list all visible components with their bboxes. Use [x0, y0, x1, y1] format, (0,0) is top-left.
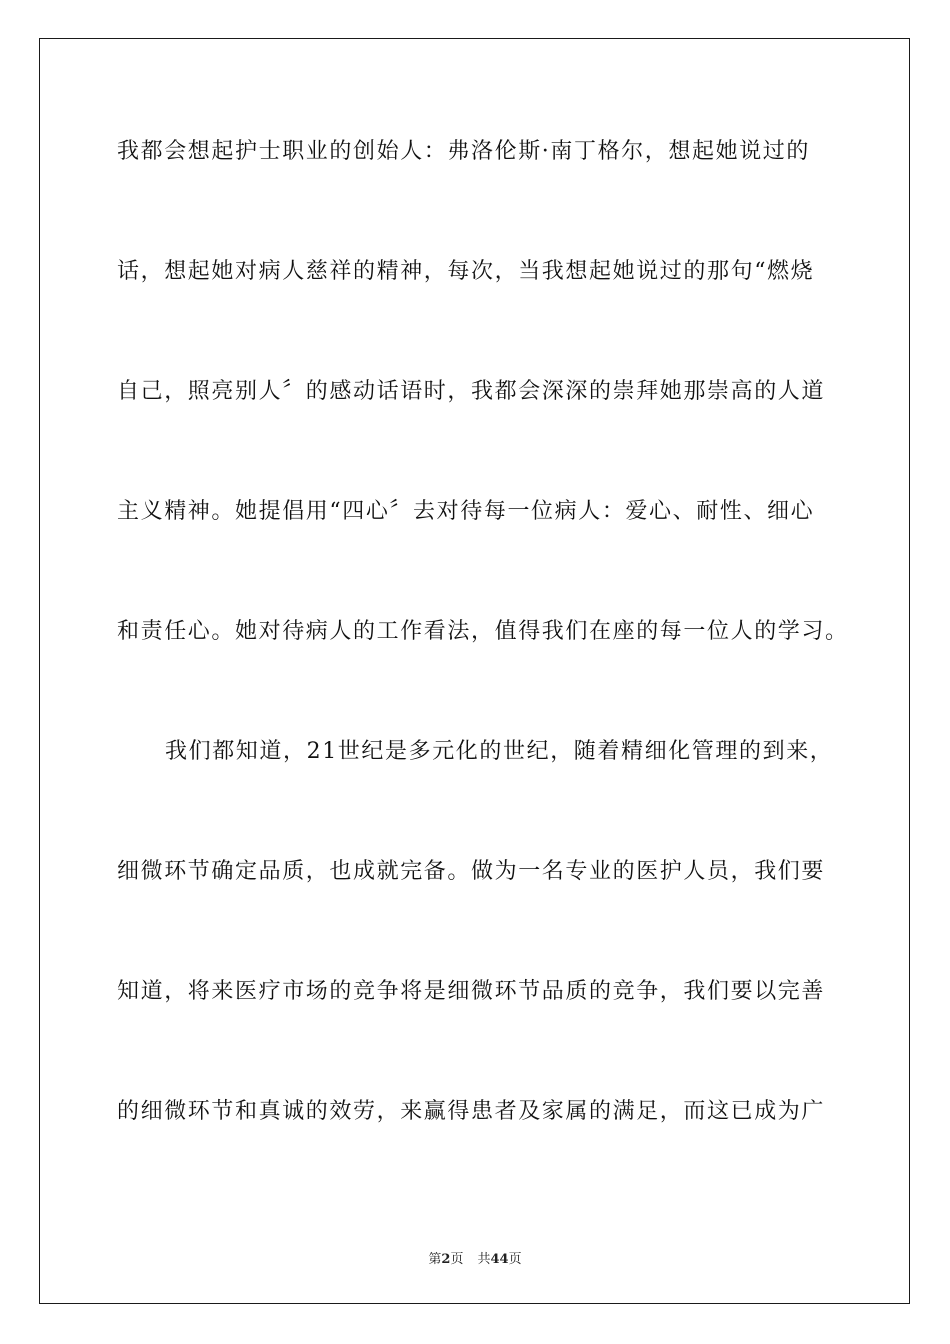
- total-suffix: 页: [508, 1252, 522, 1267]
- body-text-line: 自己，照亮别人〞的感动话语时，我都会深深的崇拜她那崇高的人道: [117, 379, 826, 404]
- body-text-line: 的细微环节和真诚的效劳，来赢得患者及家属的满足，而这已成为广: [117, 1099, 826, 1124]
- total-prefix: 共: [477, 1252, 491, 1267]
- page-suffix: 页: [450, 1252, 464, 1267]
- page-number: 2: [441, 1252, 451, 1267]
- total-pages: 44: [490, 1252, 509, 1267]
- page-prefix: 第: [428, 1252, 442, 1267]
- paragraph-first-line: 我们都知道，21世纪是多元化的世纪，随着精细化管理的到来，: [165, 739, 834, 764]
- body-text-line: 我都会想起护士职业的创始人：弗洛伦斯·南丁格尔，想起她说过的: [117, 139, 810, 164]
- body-text-line: 主义精神。她提倡用“四心〞去对待每一位病人：爱心、耐性、细心: [117, 499, 815, 524]
- page-footer: [0, 1248, 950, 1267]
- body-text-line: 细微环节确定品质，也成就完备。做为一名专业的医护人员，我们要: [117, 859, 826, 884]
- body-text-line: 话，想起她对病人慈祥的精神，每次，当我想起她说过的那句“燃烧: [117, 259, 815, 284]
- body-text-line: 和责任心。她对待病人的工作看法，值得我们在座的每一位人的学习。: [117, 619, 849, 644]
- body-text-line: 知道，将来医疗市场的竞争将是细微环节品质的竞争，我们要以完善: [117, 979, 826, 1004]
